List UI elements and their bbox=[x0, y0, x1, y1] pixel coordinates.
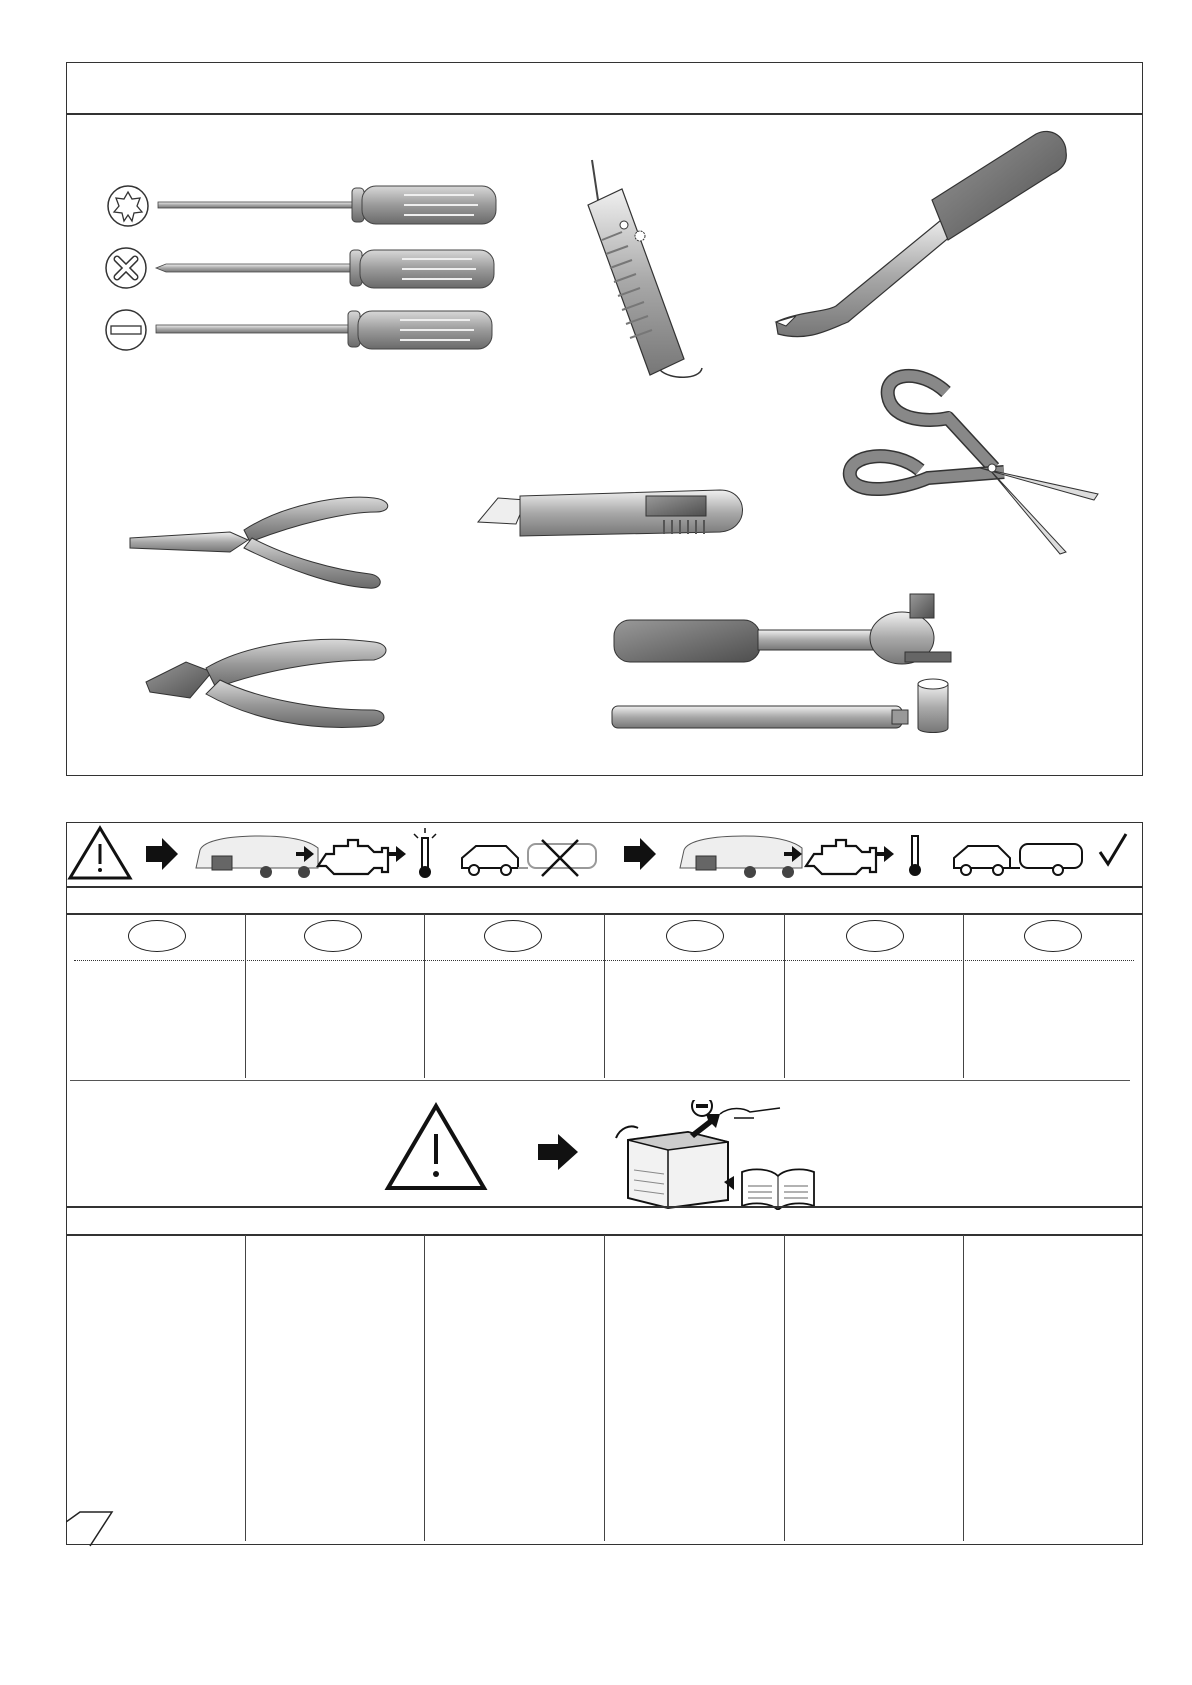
scissors bbox=[850, 376, 1098, 554]
column-divider bbox=[963, 914, 964, 1078]
ratchet bbox=[614, 594, 951, 664]
language-label-4 bbox=[666, 920, 724, 952]
car-trailer-crossed-icon bbox=[462, 840, 596, 876]
side-cutters bbox=[146, 639, 386, 727]
checkmark-icon bbox=[1100, 834, 1126, 864]
arrow-icon bbox=[538, 1134, 578, 1170]
engine-icon bbox=[318, 840, 388, 874]
flat-icon bbox=[106, 310, 146, 350]
column-divider bbox=[604, 1235, 605, 1541]
engine-icon bbox=[806, 840, 876, 874]
thermometer-icon bbox=[909, 836, 921, 876]
voltage-tester bbox=[588, 160, 702, 377]
section-divider-4 bbox=[66, 1206, 1143, 1208]
trim-removal-tool bbox=[776, 131, 1066, 336]
warning-triangle-icon bbox=[388, 1106, 484, 1188]
language-label-3 bbox=[484, 920, 542, 952]
car-front-icon bbox=[680, 836, 802, 878]
screwdriver-flat bbox=[156, 311, 492, 349]
column-divider bbox=[245, 914, 246, 1078]
phillips-icon bbox=[106, 248, 146, 288]
warning-triangle-icon bbox=[70, 828, 130, 878]
column-divider bbox=[963, 1235, 964, 1541]
arrow-icon bbox=[624, 838, 656, 870]
screwdriver-torx bbox=[158, 186, 496, 224]
warning-sequence-row bbox=[66, 822, 1142, 884]
battery-notice bbox=[384, 1100, 824, 1210]
column-divider bbox=[245, 1235, 246, 1541]
section-divider-3 bbox=[70, 1080, 1130, 1081]
car-trailer-icon bbox=[954, 844, 1082, 875]
arrow-icon bbox=[388, 846, 406, 862]
screwdriver-phillips bbox=[156, 250, 494, 288]
language-label-5 bbox=[846, 920, 904, 952]
column-divider bbox=[784, 914, 785, 1078]
thermometer-warning-icon bbox=[414, 828, 436, 878]
torx-icon bbox=[108, 186, 148, 226]
column-divider bbox=[424, 1235, 425, 1541]
column-divider bbox=[784, 1235, 785, 1541]
column-divider bbox=[604, 914, 605, 1078]
car-front-icon bbox=[196, 836, 318, 878]
socket bbox=[918, 679, 948, 733]
flat-nose-pliers bbox=[130, 497, 388, 588]
manual-book-icon bbox=[724, 1169, 814, 1210]
section-divider-1 bbox=[66, 886, 1143, 888]
extension-bar bbox=[612, 706, 908, 728]
language-label-1 bbox=[128, 920, 186, 952]
language-label-6 bbox=[1024, 920, 1082, 952]
language-label-2 bbox=[304, 920, 362, 952]
column-divider bbox=[424, 914, 425, 1078]
arrow-icon bbox=[146, 838, 178, 870]
arrow-icon bbox=[876, 846, 894, 862]
utility-knife bbox=[478, 490, 743, 536]
tools-illustration bbox=[0, 0, 1192, 800]
page-corner-mark bbox=[66, 1510, 126, 1550]
